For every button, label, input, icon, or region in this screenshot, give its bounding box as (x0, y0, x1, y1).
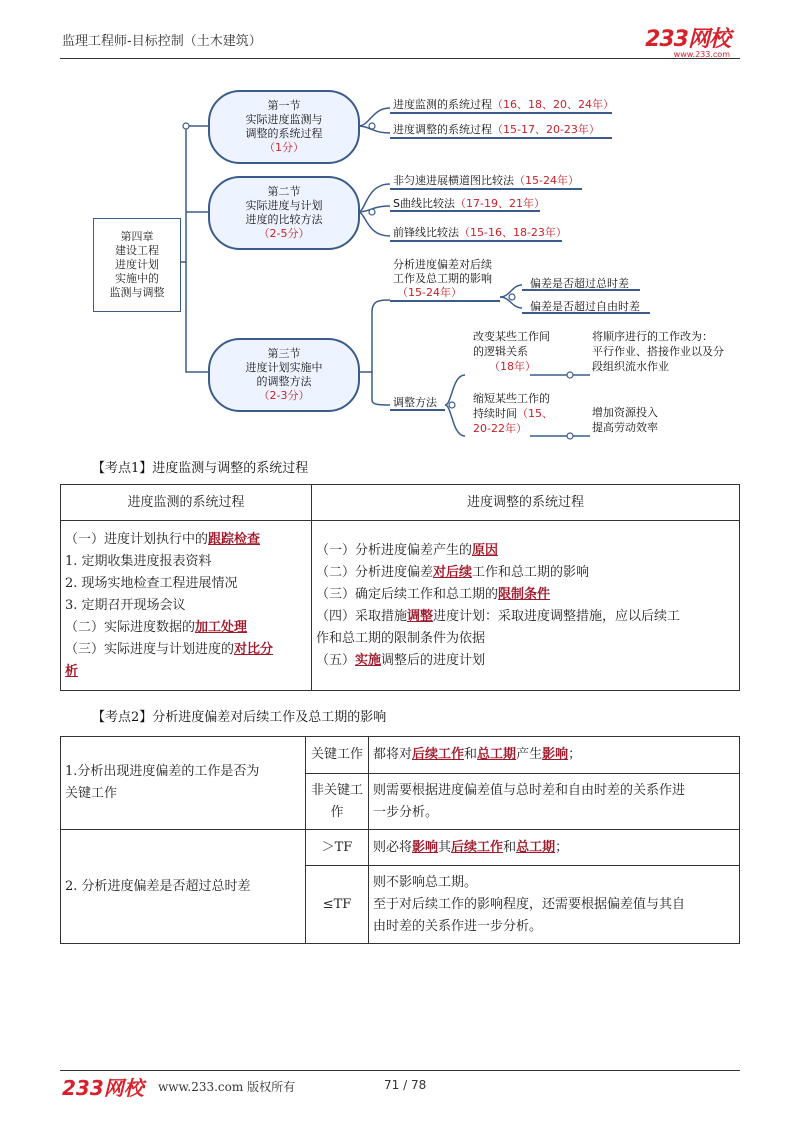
analysis-line: 工作及总工期的影响 (393, 272, 492, 285)
footer-site[interactable]: www.233.com 版权所有 (158, 1080, 296, 1094)
emphasis: 跟踪检查 (208, 531, 261, 547)
kp1-left-line (65, 529, 307, 551)
kp1-left-line: 2. 现场实地检查工程进展情况 (65, 575, 238, 591)
shorten-years: 20-22年） (473, 422, 527, 435)
leaf-text: 进度调整的系统过程 (393, 123, 492, 136)
detail-line: 段组织流水作业 (592, 360, 669, 373)
kp2-nonkey-text (369, 774, 740, 830)
kp2-gt-text (369, 830, 740, 866)
change-line: 的逻辑关系 (473, 345, 528, 358)
text: （一）进度计划执行中的 (65, 531, 209, 547)
sec2-line: 实际进度与计划 (245, 199, 323, 212)
text-line: 至于对后续工作的影响程度，还需要根据偏差值与其自 (373, 896, 686, 912)
section-2-node (208, 176, 360, 250)
leaf-text: S曲线比较法 (393, 197, 455, 210)
label-line: 1.分析出现进度偏差的工作是否为 (65, 764, 260, 779)
nonkey-line: 非关键工 (310, 782, 363, 798)
text: （四）采取措施 (316, 608, 408, 624)
text: 进度计划：采取进度调整措施，应以后续工 (433, 608, 681, 624)
footer-logo[interactable]: 233网校 (62, 1076, 144, 1100)
detail-line: 平行作业、搭接作业以及分 (592, 345, 724, 358)
sec3-line: 第三节 (267, 347, 301, 360)
s1-leaf-2 (393, 121, 600, 137)
label-line: 关键工作 (65, 786, 118, 801)
s2-leaf-3 (393, 224, 567, 240)
text: （一）分析进度偏差产生的 (316, 542, 473, 558)
kp1-table (60, 484, 740, 691)
kp2-le-text (369, 866, 740, 944)
header-title: 监理工程师-目标控制（土木建筑） (62, 34, 262, 49)
emphasis: 调整 (407, 608, 434, 624)
leaf-years: （15-16、18-23年） (459, 226, 567, 239)
kp1-left-line (65, 639, 307, 661)
text: （二）分析进度偏差 (316, 564, 434, 580)
sec2-score: （2-5分） (258, 227, 310, 240)
kp1-right-line: 作和总工期的限制条件为依据 (316, 630, 486, 646)
kp1-col1-header: 进度监测的系统过程 (61, 485, 312, 521)
leaf-years: （17-19、21年） (454, 197, 545, 210)
s3-analysis (393, 258, 492, 300)
kp1-right-line (316, 650, 735, 672)
footer-divider (60, 1070, 740, 1071)
kp1-right-cell (312, 521, 740, 691)
root-line-4: 实施中的 (115, 272, 159, 285)
sec1-line: 实际进度监测与 (245, 113, 323, 126)
kp2-heading: 【考点2】分析进度偏差对后续工作及总工期的影响 (92, 710, 387, 725)
change-years: （18年） (489, 360, 536, 373)
analysis-years: （15-24年） (397, 286, 462, 299)
text: 调整后的进度计划 (381, 652, 486, 668)
leaf-text: 进度监测的系统过程 (393, 98, 492, 111)
text-line: 则需要根据进度偏差值与总时差和自由时差的关系作进 (373, 782, 686, 798)
kp1-right-line (316, 584, 735, 606)
detail-line: 将顺序进行的工作改为： (592, 330, 713, 343)
kp2-key-work: 关键工作 (306, 737, 369, 774)
s2-leaf-2 (393, 195, 545, 211)
leaf-years: （16、18、20、24年） (492, 98, 614, 111)
emphasis: 析 (65, 663, 79, 679)
text: ； (555, 839, 569, 855)
leaf-years: （15-17、20-23年） (492, 123, 600, 136)
s3-shorten-detail (592, 405, 658, 435)
shorten-line: 持续时间 (473, 407, 517, 420)
text: 其 (438, 839, 452, 855)
text: （三）确定后续工作和总工期的 (316, 586, 499, 602)
text: 产生 (516, 747, 543, 762)
text: （三）实际进度与计划进度的 (65, 641, 235, 657)
root-line-1: 第四章 (120, 230, 154, 243)
detail-line: 增加资源投入 (592, 406, 658, 419)
root-line-3: 进度计划 (115, 258, 159, 271)
emphasis: 后续工作 (451, 839, 504, 855)
s1-leaf-1 (393, 96, 614, 112)
emphasis: 后续工作 (412, 747, 465, 762)
text: ； (568, 747, 582, 762)
kp2-table (60, 736, 740, 944)
kp2-gt-tf: ＞TF (306, 830, 369, 866)
root-line-5: 监测与调整 (109, 286, 165, 299)
kp1-left-line (65, 661, 307, 683)
change-line: 改变某些工作间 (473, 330, 550, 343)
s3-analysis-leaf-2: 偏差是否超过自由时差 (530, 300, 640, 313)
mindmap-root (93, 218, 181, 312)
kp2-row2-label: 2. 分析进度偏差是否超过总时差 (61, 830, 306, 944)
emphasis: 总工期 (477, 747, 517, 762)
sec1-score: （1分） (264, 141, 304, 154)
nonkey-line: 作 (330, 804, 344, 820)
s3-change-detail (592, 329, 724, 374)
kp2-le-tf: ≤TF (306, 866, 369, 944)
kp1-right-line (316, 562, 735, 584)
text: 都将对 (373, 747, 413, 762)
leaf-text: 前锋线比较法 (393, 226, 459, 239)
page-number: 71 / 78 (384, 1078, 427, 1092)
kp2-nonkey-work (306, 774, 369, 830)
section-3-node (208, 338, 360, 412)
kp1-left-cell (61, 521, 312, 691)
sec1-line: 第一节 (267, 99, 301, 112)
s2-leaf-1 (393, 172, 579, 188)
s3-change-logic (473, 329, 550, 374)
s3-shorten-duration (473, 391, 553, 436)
section-1-node (208, 90, 360, 164)
sec2-line: 第二节 (267, 185, 301, 198)
emphasis: 对后续 (433, 564, 473, 580)
emphasis: 加工处理 (195, 619, 248, 635)
kp1-right-line (316, 606, 735, 628)
kp1-left-line: 3. 定期召开现场会议 (65, 597, 186, 613)
emphasis: 原因 (472, 542, 499, 558)
kp1-heading: 【考点1】进度监测与调整的系统过程 (92, 461, 309, 476)
logo-text: 233网校 (645, 27, 730, 52)
text-line: 则不影响总工期。 (373, 874, 478, 890)
sec2-line: 进度的比较方法 (245, 213, 323, 226)
kp2-key-text (369, 737, 740, 774)
kp2-row1-label (61, 737, 306, 830)
root-line-2: 建设工程 (115, 244, 159, 257)
s3-adjust-method: 调整方法 (393, 396, 437, 409)
text: 则必将 (373, 839, 413, 855)
analysis-line: 分析进度偏差对后续 (393, 258, 492, 271)
emphasis: 实施 (355, 652, 382, 668)
kp1-col2-header: 进度调整的系统过程 (312, 485, 740, 521)
text-line: 由时差的关系作进一步分析。 (373, 918, 543, 934)
kp1-right-line (316, 540, 735, 562)
sec1-line: 调整的系统过程 (245, 127, 323, 140)
logo-url: www.233.com (673, 50, 730, 59)
leaf-years: （15-24年） (514, 174, 579, 187)
kp1-left-line (65, 617, 307, 639)
leaf-text: 非匀速进展横道图比较法 (393, 174, 514, 187)
detail-line: 提高劳动效率 (592, 421, 658, 434)
s3-analysis-leaf-1: 偏差是否超过总时差 (530, 277, 629, 290)
emphasis: 限制条件 (498, 586, 551, 602)
text: （五） (316, 652, 356, 668)
sec3-line: 进度计划实施中 (245, 361, 323, 374)
sec3-line: 的调整方法 (256, 375, 312, 388)
emphasis: 影响 (412, 839, 439, 855)
text: 工作和总工期的影响 (472, 564, 590, 580)
text: 和 (464, 747, 478, 762)
kp1-left-line: 1. 定期收集进度报表资料 (65, 553, 212, 569)
sec3-score: （2-3分） (258, 389, 310, 402)
emphasis: 影响 (542, 747, 569, 762)
emphasis: 对比分 (234, 641, 274, 657)
text-line: 一步分析。 (373, 804, 439, 820)
shorten-line: 缩短某些工作的 (473, 392, 550, 405)
text: 和 (503, 839, 517, 855)
text: （二）实际进度数据的 (65, 619, 196, 635)
shorten-years: （15、 (517, 407, 553, 420)
emphasis: 总工期 (516, 839, 556, 855)
